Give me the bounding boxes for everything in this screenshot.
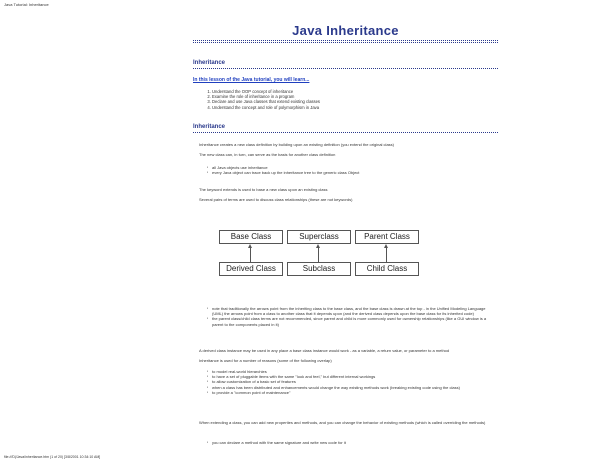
title-rule-bottom (193, 42, 498, 43)
paragraph: The new class can, in turn, can serve as the basis for another class definition (199, 152, 336, 157)
diagram-box-subclass: Subclass (287, 262, 351, 276)
lesson-intro-link[interactable]: In this lesson of the Java tutorial, you will learn... (193, 77, 310, 83)
arrow-up-icon (384, 244, 388, 248)
list-item: ▪ to provide a "common point of maintenance" (212, 390, 487, 395)
paragraph: Inheritance creates a new class definition by building upon an existing definition (you extend the original class) (199, 142, 395, 147)
diagram-box-base-class: Base Class (219, 230, 283, 244)
paragraph: Several pairs of terms are used to discuss class relationships (these are not keywords) (199, 197, 353, 202)
diagram-box-superclass: Superclass (287, 230, 351, 244)
paragraph: A derived class instance may be used in any place a base class instance would work - as a variable, a return value, or parameter to a method (199, 348, 450, 353)
diagram-box-child-class: Child Class (355, 262, 419, 276)
arrow-up-icon (316, 244, 320, 248)
list-item: 2. Examine the role of inheritance in a program (212, 94, 320, 99)
paragraph: Inheritance is used for a number of reasons (some of the following overlap) (199, 358, 332, 363)
list-item: ▪ the parent class/child class terms are not recommended, since parent and child is more commonly used for ownership relationships (like a GUI window is a parent to the components placed in it) (212, 316, 487, 326)
paragraph: The keyword extends is used to base a new class upon an existing class (199, 187, 328, 192)
list-item: ▪ to model real-world hierarchies (212, 369, 487, 374)
diagram-connector (250, 247, 251, 262)
diagram-box-parent-class: Parent Class (355, 230, 419, 244)
list-item: ▪ all Java objects use inheritance (212, 165, 487, 170)
bullet-list (207, 165, 487, 175)
list-item: ▪ when a class has been distributed and enhancements would change the way existing methods work (breaking existing code using the class) (212, 385, 487, 390)
list-item: ▪ note that traditionally the arrows point from the inheriting class to the base class, and the base class is drawn at the top - in the Unified Modeling Language (UML) the arrows point from a class to another class that it depends upon (and the derived class depends upon the base class for its inherited code) (212, 306, 487, 316)
section-rule-1 (193, 68, 498, 69)
browser-header: Java Tutorial: Inheritance (4, 2, 49, 7)
list-item: ▪ to have a set of pluggable items with the same "look and feel," but different internal workings (212, 374, 487, 379)
bullet-list (207, 306, 487, 327)
diagram-box-derived-class: Derived Class (219, 262, 283, 276)
bullet-list (207, 369, 487, 395)
paragraph: When extending a class, you can add new properties and methods, and you can change the behavior of existing methods (which is called overriding the methods) (199, 420, 486, 425)
list-item: 3. Declare and use Java classes that extend existing classes (212, 99, 320, 104)
list-item: 4. Understand the concept and role of polymorphism in Java (212, 105, 320, 110)
bullet-list (207, 440, 487, 445)
section-heading-inheritance-2: Inheritance (193, 124, 226, 130)
list-item: ▪ you can declare a method with the same signature and write new code for it (212, 440, 487, 445)
page-title: Java Inheritance (292, 23, 399, 38)
diagram-connector (318, 247, 319, 262)
list-item: 1. Understand the OOP concept of inheritance (212, 89, 320, 94)
section-heading-inheritance: Inheritance (193, 60, 226, 66)
arrow-up-icon (248, 244, 252, 248)
title-rule-top (193, 40, 498, 41)
browser-footer: file:///D|/Java/inheritance.htm (1 of 20) [3/8/2001 10:34:10 AM] (4, 455, 101, 459)
section-rule-2 (193, 132, 498, 133)
diagram-connector (386, 247, 387, 262)
objectives-list (206, 89, 320, 110)
list-item: ▪ to allow customization of a basic set of features (212, 379, 487, 384)
list-item: ▪ every Java object can trace back up the inheritance tree to the generic class Object (212, 170, 487, 175)
